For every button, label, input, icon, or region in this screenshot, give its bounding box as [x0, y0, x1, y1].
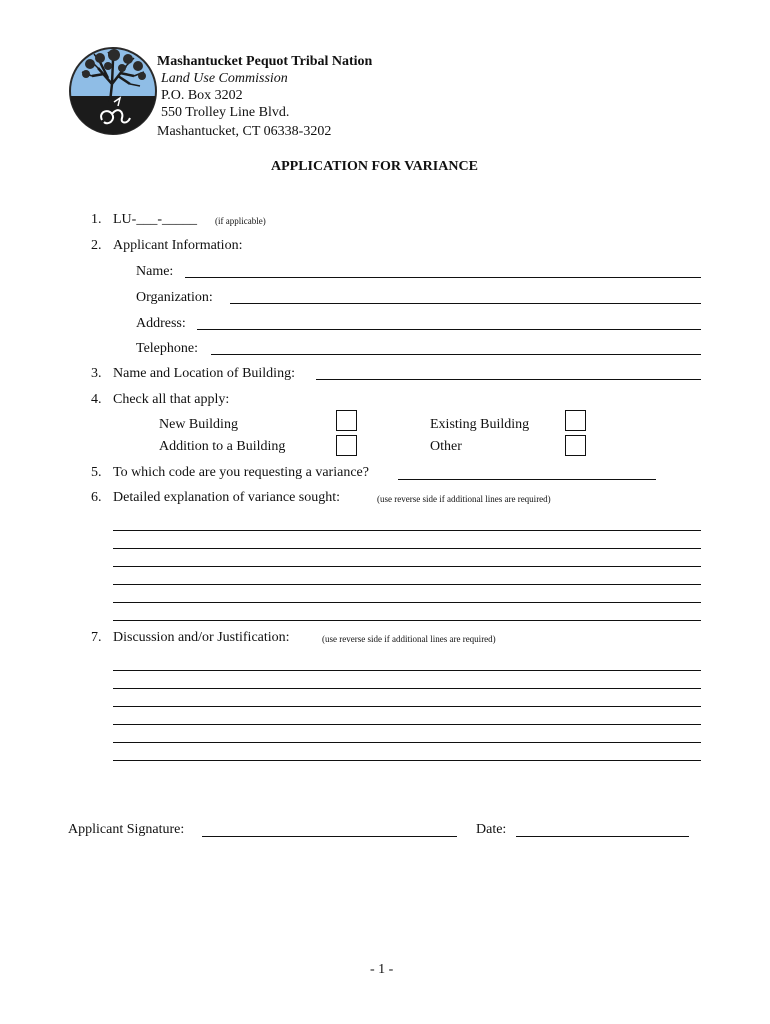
item-4-number: 4.: [91, 392, 102, 407]
name-label: Name:: [136, 264, 174, 279]
signature-field[interactable]: [202, 836, 457, 837]
telephone-field[interactable]: [211, 354, 701, 355]
justification-line[interactable]: [113, 688, 701, 689]
justification-label: Discussion and/or Justification:: [113, 630, 290, 645]
page-title: APPLICATION FOR VARIANCE: [271, 159, 478, 174]
date-field[interactable]: [516, 836, 689, 837]
justification-line[interactable]: [113, 724, 701, 725]
organization-label: Organization:: [136, 290, 213, 305]
other-label: Other: [430, 439, 462, 454]
explanation-line[interactable]: [113, 584, 701, 585]
page-number: - 1 -: [370, 962, 394, 977]
item-5-number: 5.: [91, 465, 102, 480]
building-name-field[interactable]: [316, 379, 701, 380]
telephone-label: Telephone:: [136, 341, 198, 356]
po-box: P.O. Box 3202: [161, 88, 243, 103]
item-3-number: 3.: [91, 366, 102, 381]
explanation-line[interactable]: [113, 566, 701, 567]
organization-field[interactable]: [230, 303, 701, 304]
org-name: Mashantucket Pequot Tribal Nation: [157, 54, 373, 69]
check-all-label: Check all that apply:: [113, 392, 230, 407]
explanation-line[interactable]: [113, 530, 701, 531]
item-7-number: 7.: [91, 630, 102, 645]
addition-label: Addition to a Building: [159, 439, 286, 454]
explanation-line[interactable]: [113, 620, 701, 621]
if-applicable-note: (if applicable): [215, 216, 266, 226]
tribal-logo: [68, 46, 158, 136]
city-address: Mashantucket, CT 06338-3202: [157, 124, 332, 139]
building-name-label: Name and Location of Building:: [113, 366, 295, 381]
signature-label: Applicant Signature:: [68, 822, 185, 837]
commission-name: Land Use Commission: [161, 71, 288, 86]
existing-building-label: Existing Building: [430, 417, 530, 432]
address-field[interactable]: [197, 329, 701, 330]
code-field[interactable]: [398, 479, 656, 480]
other-checkbox[interactable]: [565, 435, 586, 456]
justification-line[interactable]: [113, 706, 701, 707]
item-2-number: 2.: [91, 238, 102, 253]
justification-line[interactable]: [113, 742, 701, 743]
addition-checkbox[interactable]: [336, 435, 357, 456]
new-building-checkbox[interactable]: [336, 410, 357, 431]
lu-number-field[interactable]: LU-___-_____: [113, 212, 197, 227]
new-building-label: New Building: [159, 417, 238, 432]
explanation-line[interactable]: [113, 548, 701, 549]
item-6-number: 6.: [91, 490, 102, 505]
justification-line[interactable]: [113, 670, 701, 671]
explanation-label: Detailed explanation of variance sought:: [113, 490, 341, 505]
justification-note: (use reverse side if additional lines are required): [322, 634, 496, 644]
item-1-number: 1.: [91, 212, 102, 227]
explanation-line[interactable]: [113, 602, 701, 603]
explanation-note: (use reverse side if additional lines are required): [377, 494, 551, 504]
date-label: Date:: [476, 822, 507, 837]
applicant-info-label: Applicant Information:: [113, 238, 243, 253]
justification-line[interactable]: [113, 760, 701, 761]
address-label: Address:: [136, 316, 186, 331]
code-label: To which code are you requesting a variance?: [113, 465, 369, 480]
existing-building-checkbox[interactable]: [565, 410, 586, 431]
name-field[interactable]: [185, 277, 701, 278]
street-address: 550 Trolley Line Blvd.: [161, 105, 290, 120]
